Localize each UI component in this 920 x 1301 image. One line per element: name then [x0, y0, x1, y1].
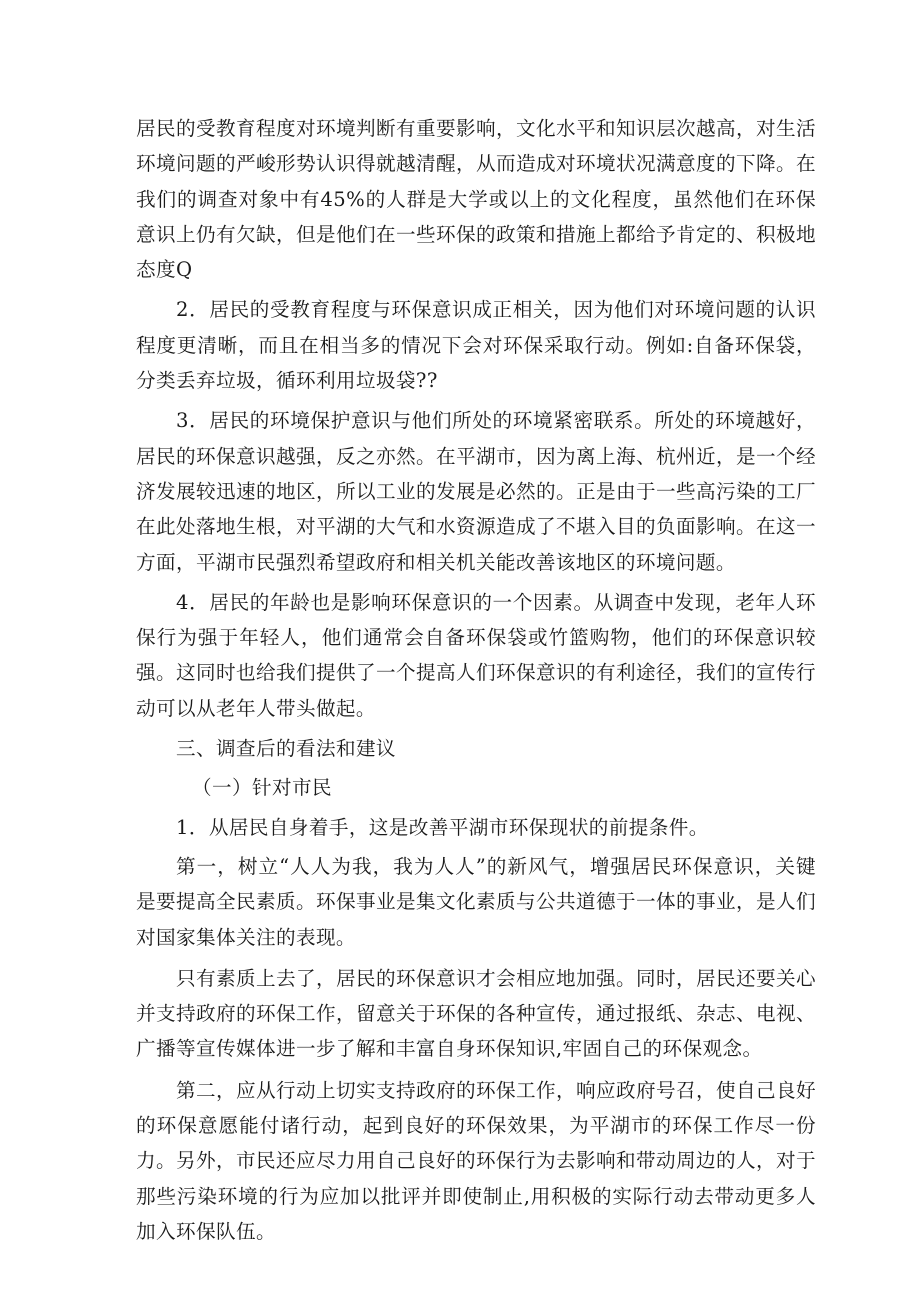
section-heading-suggestions: 三、调查后的看法和建议	[176, 737, 396, 761]
paragraph-finding-2: 2．居民的受教育程度与环保意识成正相关，因为他们对环境问题的认识程度更清晰，而且在相当多的情况下会对环保采取行动。例如:自备环保袋，分类丢弃垃圾，循环利用垃圾袋??	[136, 298, 816, 393]
paragraph-suggestion-first: 第一，树立“人人为我，我为人人”的新风气，增强居民环保意识，关键是要提高全民素质。环保事业是集文化素质与公共道德于一体的事业，是人们对国家集体关注的表现。	[136, 854, 816, 949]
subsection-heading-citizens: （一）针对市民	[192, 776, 332, 800]
paragraph-suggestion-second: 第二，应从行动上切实支持政府的环保工作，响应政府号召，使自己良好的环保意愿能付诸行动，起到良好的环保效果，为平湖市的环保工作尽一份力。另外，市民还应尽力用自己良好的环保行为去影响和带动周边的人，对于那些污染环境的行为应加以批评并即使制止,用积极的实际行动去带动更多人加入环保队伍。	[136, 1078, 816, 1243]
paragraph-finding-3: 3．居民的环境保护意识与他们所处的环境紧密联系。所处的环境越好，居民的环保意识越强，反之亦然。在平湖市，因为离上海、杭州近，是一个经济发展较迅速的地区，所以工业的发展是必然的。正是由于一些高污染的工厂在此处落地生根，对平湖的大气和水资源造成了不堪入目的负面影响。在这一方面，平湖市民强烈希望政府和相关机关能改善该地区的环境问题。	[136, 409, 816, 574]
paragraph-finding-4: 4．居民的年龄也是影响环保意识的一个因素。从调查中发现，老年人环保行为强于年轻人，他们通常会自备环保袋或竹篮购物，他们的环保意识较强。这同时也给我们提供了一个提高人们环保意识的有利途径，我们的宣传行动可以从老年人带头做起。	[136, 590, 816, 720]
document-body	[136, 111, 816, 1249]
paragraph-education-conclusion: 居民的受教育程度对环境判断有重要影响，文化水平和知识层次越高，对生活环境问题的严峻形势认识得就越清醒，从而造成对环境状况满意度的下降。在我们的调查对象中有45%的人群是大学或以上的文化程度，虽然他们在环保意识上仍有欠缺，但是他们在一些环保的政策和措施上都给予肯定的、积极地态度Q	[136, 117, 816, 282]
paragraph-suggestion-1: 1．从居民自身着手，这是改善平湖市环保现状的前提条件。	[176, 815, 709, 839]
paragraph-suggestion-quality: 只有素质上去了，居民的环保意识才会相应地加强。同时，居民还要关心并支持政府的环保工作，留意关于环保的各种宣传，通过报纸、杂志、电视、广播等宣传媒体进一步了解和丰富自身环保知识,牢固自己的环保观念。	[136, 966, 816, 1061]
